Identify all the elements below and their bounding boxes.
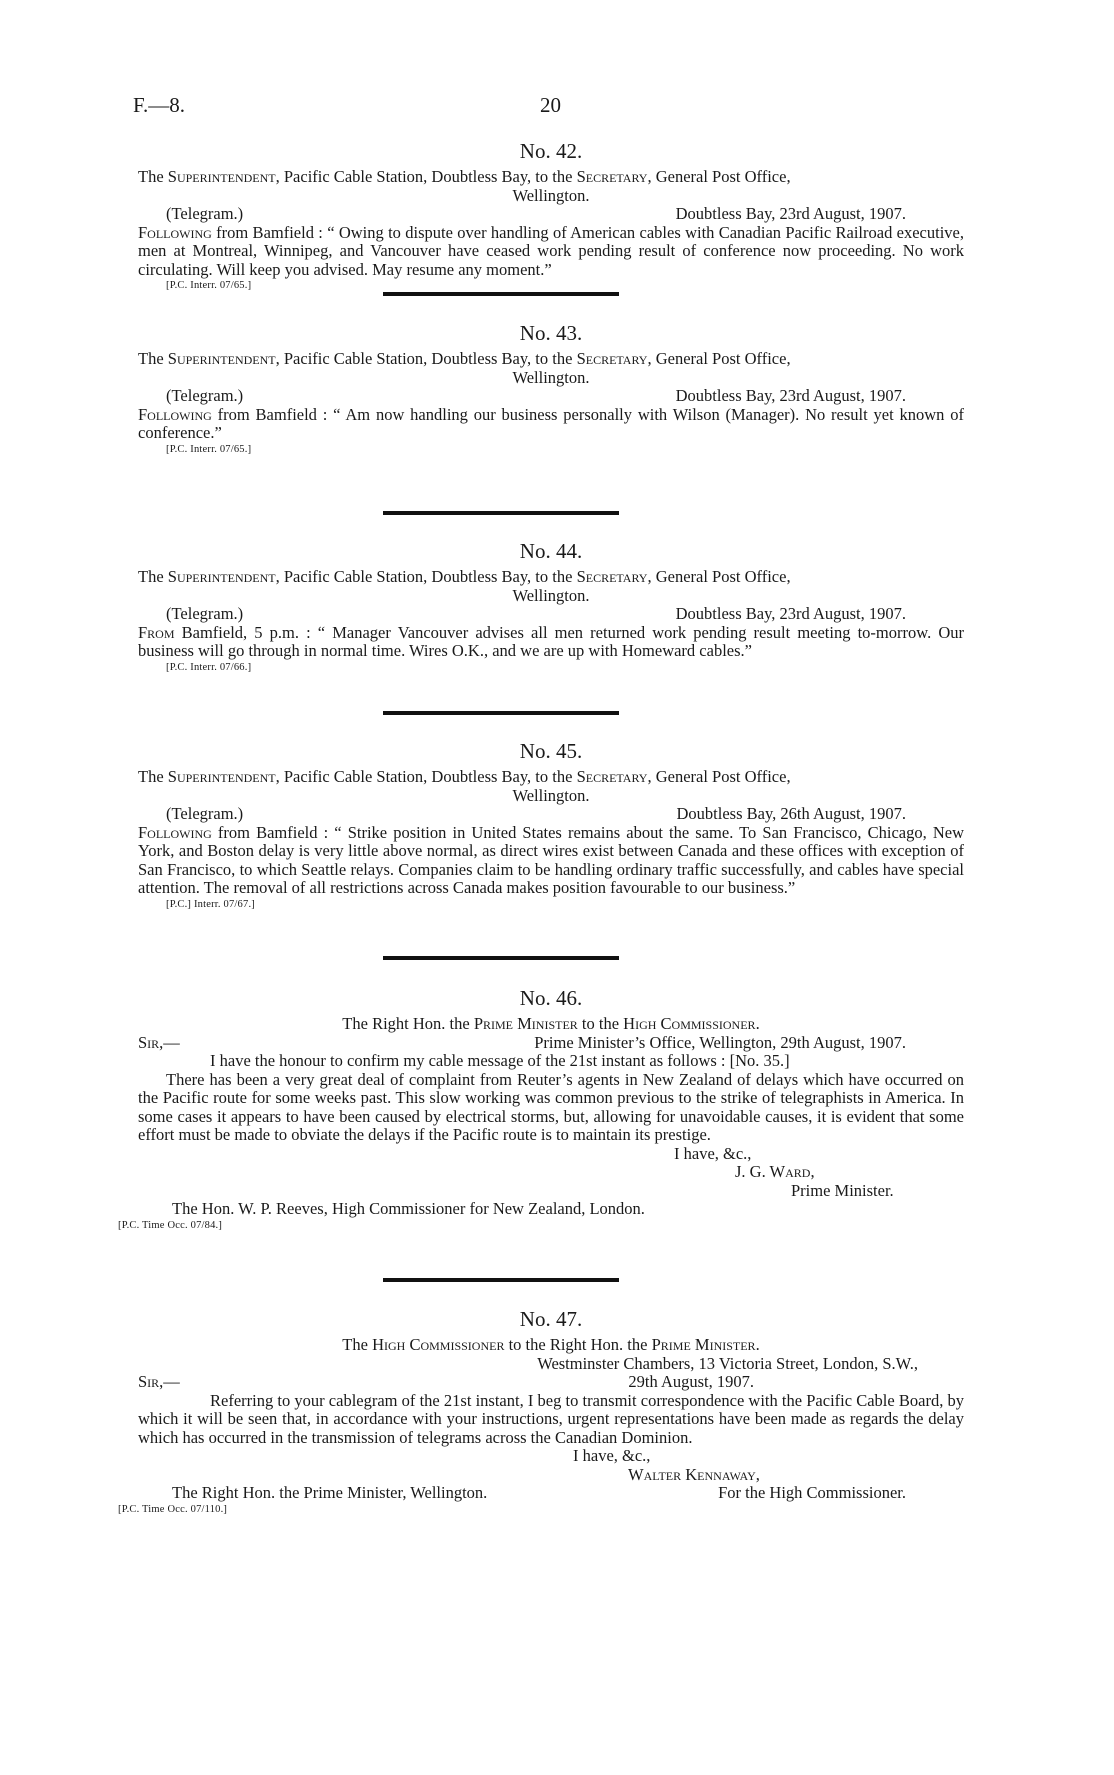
salutation-row [138,1034,964,1053]
route-city: Wellington. [512,785,590,805]
paragraph: Referring to your cablegram of the 21st instant, I beg to transmit correspondence with the Pacific Cable Board, by which it will be seen that, in accordance with your instructions, urgent representations have been made as regards the delay which has occurred in the transmission of telegrams across the Canadian Dominion. [138,1390,964,1447]
route-sender: Superintendent [167,167,276,186]
entry-route [138,350,964,369]
route-text: , Pacific Cable Station, Doubtless Bay, to the [275,567,577,586]
place-date: Doubtless Bay, 23rd August, 1907. [675,204,906,223]
salutation: Sir,— [138,1032,180,1052]
addressee: The Right Hon. the Prime Minister, Wellington. [172,1483,488,1502]
file-reference: [P.C. Interr. 07/66.] [166,661,252,673]
entry-no-44 [138,538,964,675]
file-reference: [P.C. Interr. 07/65.] [166,280,252,291]
section-divider [383,1278,619,1282]
paragraph: There has been a very great deal of complaint from Reuter’s agents in New Zealand of delays which have occurred on the Pacific route for some weeks past. This slow working was common previous to the strike of telegraphists in America. In some cases it appears to have been caused by electrical storms, but, allowing for unavoidable causes, it is evident that some effort must be made to obviate the delays if the Pacific route is to maintain its prestige. [138,1069,964,1144]
route-text: , Pacific Cable Station, Doubtless Bay, to the [275,767,577,786]
route-text: , Pacific Cable Station, Doubtless Bay, to the [275,349,577,368]
entry-route [138,568,964,587]
closing: I have, &c., [573,1446,651,1465]
place-date: Doubtless Bay, 23rd August, 1907. [675,386,906,405]
entry-body [138,224,964,280]
entry-route [138,1336,964,1355]
paragraph: I have the honour to confirm my cable message of the 21st instant as follows : [No. 35.] [210,1051,790,1070]
entry-route [138,1015,964,1034]
section-divider [383,956,619,960]
route-text: , General Post Office, [647,167,791,186]
place-row [138,1355,964,1374]
route-text: The [342,1335,373,1354]
route-text: The [138,567,168,586]
route-text: , General Post Office, [647,767,791,786]
entry-number: No. 47. [519,1307,583,1331]
running-header-left: F.—8. [133,93,185,117]
file-reference: [P.C.] Interr. 07/67.] [166,898,255,910]
route-text: The [138,767,168,786]
entry-no-46 [118,985,964,1233]
body-text: Bamfield, 5 p.m. : “ Manager Vancouver advises all men returned work pending result meeting to-morrow. Our business will go through in normal time. Wires O.K., and we are up with Homeward cables.” [138,622,964,660]
route-recipient: High Commissioner [623,1014,756,1033]
place-date: Doubtless Bay, 26th August, 1907. [676,804,906,823]
entry-number: No. 45. [519,739,583,763]
file-reference: [P.C. Interr. 07/65.] [166,443,252,455]
route-text: , General Post Office, [647,349,791,368]
route-city: Wellington. [512,585,590,605]
telegram-label: (Telegram.) [166,386,244,405]
telegram-label: (Telegram.) [166,604,244,623]
body-lead: Following [138,822,212,842]
salutation-row [138,1373,964,1392]
addressee-row [138,1484,964,1503]
route-text: , General Post Office, [647,567,791,586]
route-city: Wellington. [512,367,590,387]
place-date: Prime Minister’s Office, Wellington, 29th August, 1907. [534,1032,906,1052]
route-text: The [138,167,168,186]
page-number: 20 [540,93,561,117]
entry-no-47 [118,1306,964,1517]
route-text: to the [577,1014,624,1033]
entry-no-42 [138,138,964,293]
entry-no-43 [138,320,964,457]
route-recipient: Secretary [576,349,648,368]
route-text: . [755,1335,760,1354]
section-divider [383,511,619,515]
route-recipient: Prime Minister [651,1335,756,1354]
route-recipient: Secretary [576,767,648,786]
entry-route [138,768,964,787]
route-sender: Superintendent [167,349,276,368]
route-text: , Pacific Cable Station, Doubtless Bay, to the [275,167,577,186]
telegram-row [138,805,964,824]
section-divider [383,292,619,296]
file-reference: [P.C. Time Occ. 07/110.] [118,1503,228,1515]
route-city: Wellington. [512,185,590,205]
route-recipient: Secretary [576,167,648,186]
entry-number: No. 42. [519,139,583,163]
route-sender: Superintendent [167,567,276,586]
entry-number: No. 46. [519,986,583,1010]
addressee: The Hon. W. P. Reeves, High Commissioner for New Zealand, London. [172,1199,645,1218]
signature-title: For the High Commissioner. [718,1483,906,1502]
entry-body [138,824,964,898]
route-text: The Right Hon. the [342,1014,474,1033]
entry-number: No. 44. [519,539,583,563]
section-divider [383,711,619,715]
route-recipient: Secretary [576,567,648,586]
body-text: from Bamfield : “ Am now handling our business personally with Wilson (Manager). No result yet known of conference.” [138,404,964,442]
route-text: . [755,1014,760,1033]
place-date: Doubtless Bay, 23rd August, 1907. [675,604,906,623]
route-text: The [138,349,168,368]
telegram-label: (Telegram.) [166,804,244,823]
entry-number: No. 43. [519,321,583,345]
telegram-row [138,387,964,406]
route-text: to the Right Hon. the [504,1335,652,1354]
signature: J. G. Ward, [735,1162,815,1181]
telegram-row [138,205,964,224]
entry-route [138,168,964,187]
entry-body [138,406,964,443]
body-lead: Following [138,404,212,424]
route-sender: High Commissioner [372,1335,505,1354]
route-sender: Superintendent [167,767,276,786]
entry-body [138,624,964,661]
closing: I have, &c., [674,1143,752,1163]
telegram-row [138,605,964,624]
entry-no-45 [138,738,964,912]
route-sender: Prime Minister [473,1014,578,1033]
signature: Walter Kennaway, [628,1464,760,1484]
body-lead: Following [138,222,212,242]
date: 29th August, 1907. [628,1372,754,1391]
salutation: Sir,— [138,1372,180,1391]
body-lead: From [138,622,175,642]
signature-title: Prime Minister. [791,1180,894,1200]
body-text: from Bamfield : “ Owing to dispute over handling of American cables with Canadian Pacific Railroad executive, men at Montreal, Winnipeg, and Vancouver have ceased work pending result of conference now proceeding. No work circulating. Will keep you advised. May resume any moment.” [138,222,964,279]
telegram-label: (Telegram.) [166,204,244,223]
place: Westminster Chambers, 13 Victoria Street, London, S.W., [537,1353,918,1373]
file-reference: [P.C. Time Occ. 07/84.] [118,1219,223,1231]
body-text: from Bamfield : “ Strike position in United States remains about the same. To San Francisco, Chicago, New York, and Boston delay is very little above normal, as direct wires exist between Canada and these offices with exception of San Francisco, to which Seattle relays. Companies claim to be handling ordinary traffic successfully, and cables have special attention. The removal of all restrictions across Canada makes position favourable to our business.” [138,822,964,897]
